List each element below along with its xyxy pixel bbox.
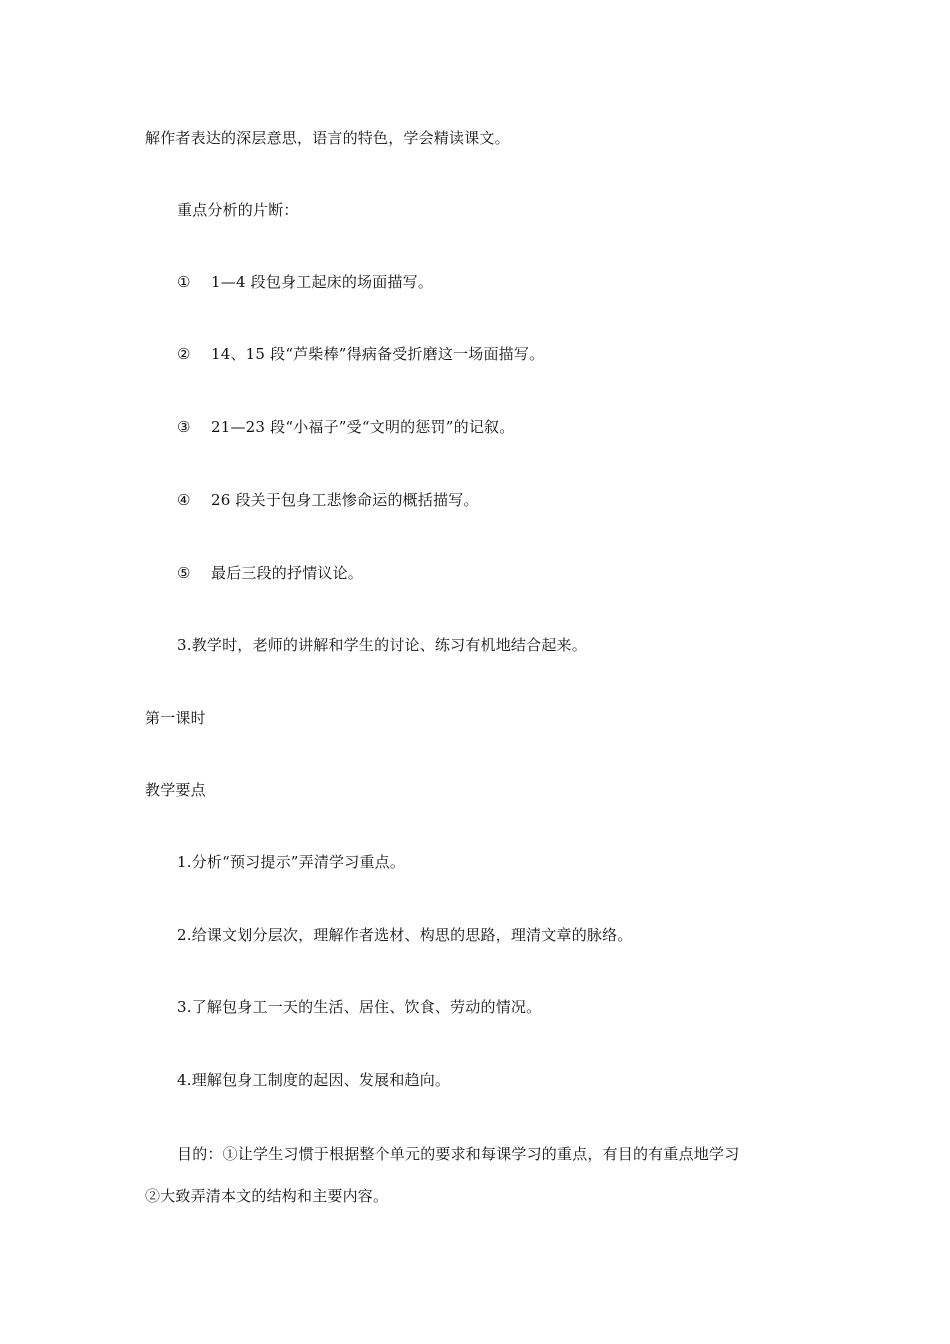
key-analysis-heading: 重点分析的片断： [177, 201, 299, 219]
list-marker: ② [177, 345, 191, 363]
list-item-text: 26 段关于包身工悲惨命运的概括描写。 [211, 491, 479, 509]
list-item [177, 344, 544, 364]
list-item-text: 1—4 段包身工起床的场面描写。 [211, 273, 434, 291]
list-item-text: 14、15 段“芦柴棒”得病备受折磨这一场面描写。 [211, 345, 545, 363]
list-marker: ③ [177, 418, 191, 436]
list-item-text: 最后三段的抒情议论。 [211, 564, 364, 582]
list-item [177, 490, 479, 510]
list-marker: ⑤ [177, 564, 191, 582]
list-item [177, 563, 363, 583]
list-item [177, 417, 514, 437]
purpose-paragraph: 目的：①让学生习惯于根据整个单元的要求和每课学习的重点，有目的有重点地学习 [177, 1145, 740, 1163]
purpose-paragraph-continuation: ②大致弄清本文的结构和主要内容。 [145, 1187, 389, 1205]
paragraph: 3.了解包身工一天的生活、居住、饮食、劳动的情况。 [177, 998, 542, 1016]
paragraph: 2.给课文划分层次，理解作者选材、构思的思路，理清文章的脉络。 [177, 926, 633, 944]
section-heading-first-lesson: 第一课时 [145, 709, 206, 727]
list-marker: ④ [177, 491, 191, 509]
list-item-text: 21—23 段“小福子”受“文明的惩罚”的记叙。 [211, 418, 515, 436]
paragraph: 4.理解包身工制度的起因、发展和趋向。 [177, 1071, 451, 1089]
paragraph-continuation: 解作者表达的深层意思，语言的特色，学会精读课文。 [145, 129, 510, 147]
list-marker: ① [177, 273, 191, 291]
list-item [177, 272, 433, 292]
section-heading-teaching-points: 教学要点 [145, 781, 206, 799]
paragraph: 1.分析“预习提示”弄清学习重点。 [177, 853, 406, 871]
paragraph: 3.教学时，老师的讲解和学生的讨论、练习有机地结合起来。 [177, 636, 587, 654]
